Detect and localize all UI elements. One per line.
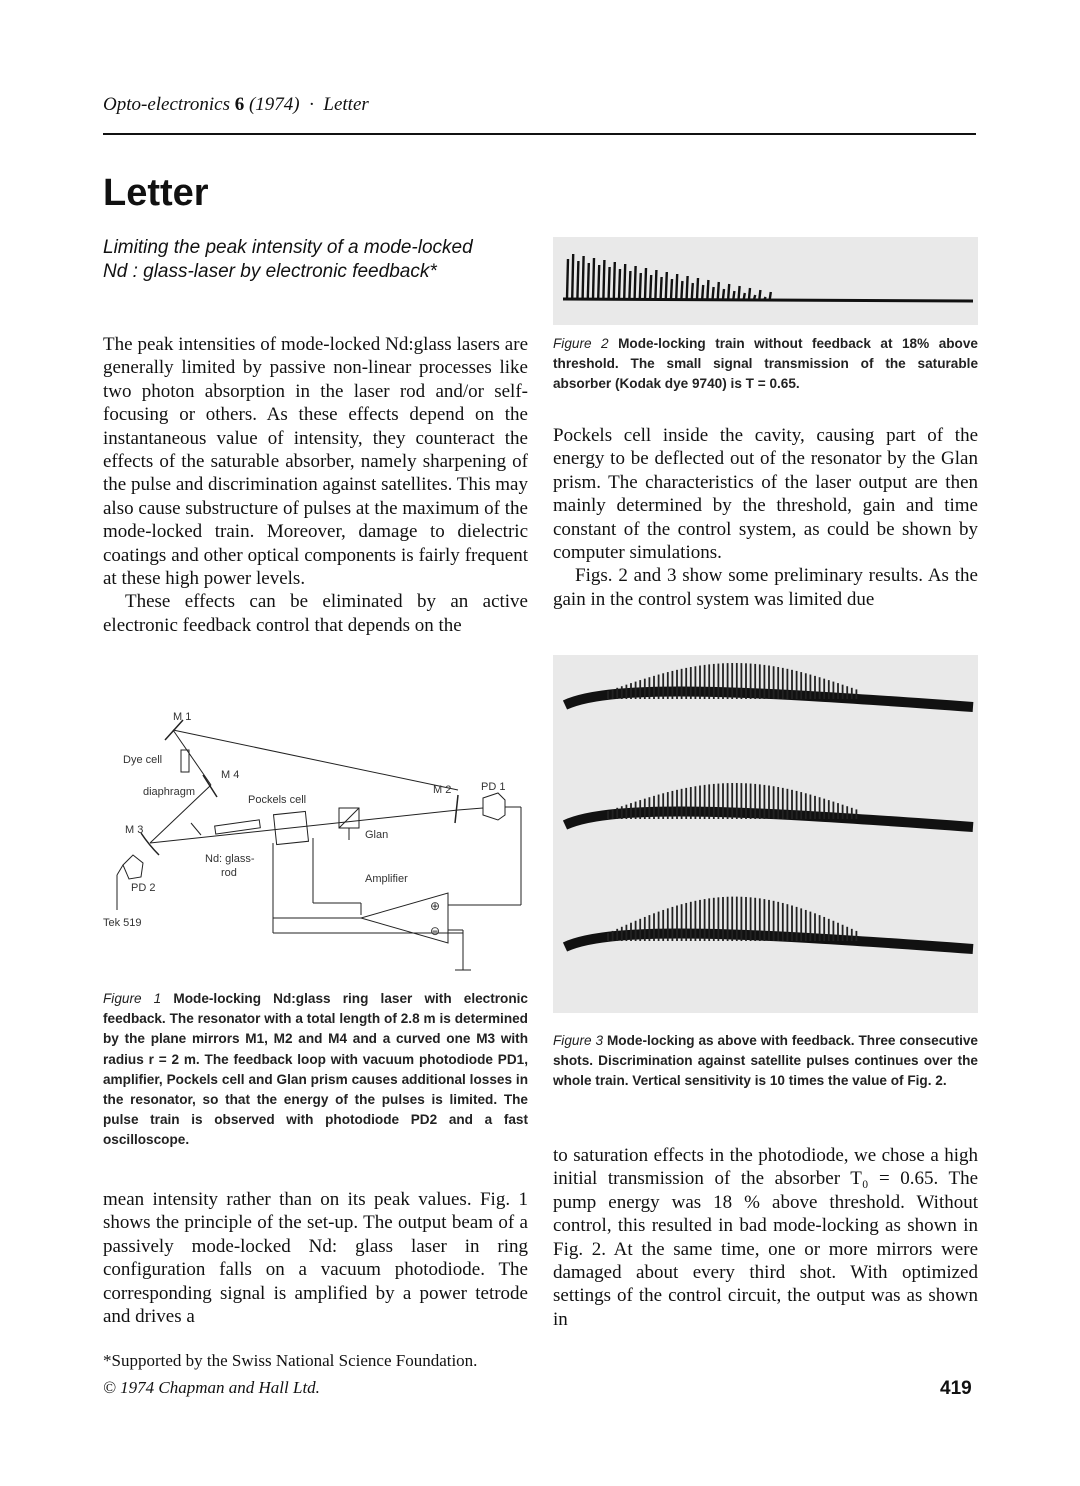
- pulse-mark: [687, 276, 688, 299]
- figure-3-oscillograms: [553, 655, 978, 1013]
- pulse-mark: [583, 256, 584, 299]
- pulse-mark: [707, 280, 708, 299]
- pulse-mark: [572, 254, 573, 299]
- pulse-mark: [609, 267, 610, 299]
- pulse-mark: [603, 260, 604, 299]
- pulse-mark: [567, 259, 568, 299]
- mirror-m2: [455, 795, 458, 823]
- pulse-mark: [692, 283, 693, 299]
- journal-name: Opto-electronics: [103, 94, 230, 115]
- figure-2-label: Figure 2: [553, 336, 609, 351]
- figure-2-caption: [553, 334, 978, 395]
- label-pd2: PD 2: [131, 882, 156, 894]
- pulse-mark: [635, 266, 636, 299]
- pulse-mark: [593, 258, 594, 299]
- label-pockels-cell: Pockels cell: [248, 794, 307, 806]
- pulse-mark: [614, 262, 615, 299]
- pulse-mark: [754, 295, 755, 299]
- footnote: *Supported by the Swiss National Science Foundation.: [103, 1351, 478, 1370]
- copyright: © 1974 Chapman and Hall Ltd.: [103, 1378, 320, 1397]
- pulse-mark: [640, 273, 641, 299]
- pulse-mark: [723, 289, 724, 299]
- mirror-m4: [203, 775, 217, 797]
- pulse-mark: [598, 265, 599, 299]
- diaphragm: [191, 823, 201, 835]
- plus-input-icon: ⊕: [430, 899, 441, 913]
- label-rod-line2: rod: [221, 867, 237, 879]
- label-tek: Tek 519: [103, 917, 142, 929]
- figure-1-caption-text: Mode-locking Nd:glass ring laser with electronic feedback. The resonator with a total length of 2.8 m is determined by the plane mirrors M1, M2 and M4 and a curved one M3 with radius r = 2 m. The feedback loop with vacuum photodiode PD1, amplifier, Pockels cell and Glan prism causes additional losses in the resonator, so that the energy of the pulses is limited. The pulse train is observed with photodiode PD2 and a fast oscilloscope.: [103, 991, 528, 1148]
- body-column-2-top: [553, 424, 978, 611]
- header-separator: ·: [309, 94, 314, 115]
- minus-input-icon: ⊖: [430, 924, 441, 938]
- paragraph: mean intensity rather than on its peak values. Fig. 1 shows the principle of the set-up. The output beam of a passively mode-locked Nd: glass laser in ring configuration falls on a vacuum photodiode. The corresponding signal is amplified by a power tetrode and drives a: [103, 1189, 528, 1328]
- label-diaphragm: diaphragm: [143, 786, 195, 798]
- page-title: Letter: [103, 172, 209, 214]
- pulse-mark: [629, 271, 630, 299]
- beam-to-pd1: [458, 808, 483, 810]
- body-column-1-bottom: [103, 1188, 528, 1328]
- pulse-mark: [645, 268, 646, 299]
- pulse-mark: [739, 286, 740, 299]
- figure-2-caption-text: Mode-locking train without feedback at 18% above threshold. The small signal transmission of the saturable absorber (Kodak dye 9740) is T = 0.65.: [553, 336, 978, 392]
- pd2-lead: [117, 865, 123, 875]
- section-name: Letter: [323, 94, 369, 115]
- beam-m1-m2: [173, 730, 458, 790]
- photo-background: [553, 655, 978, 1013]
- pulse-mark: [749, 288, 750, 299]
- paragraph: Figs. 2 and 3 show some preliminary results. As the gain in the control system was limited due: [553, 565, 978, 610]
- figure-3-caption: [553, 1031, 978, 1092]
- pulse-mark: [733, 291, 734, 299]
- photodiode-pd1: [483, 793, 505, 820]
- pulse-mark: [671, 279, 672, 299]
- beam-m3-m2: [150, 810, 458, 843]
- pulse-mark: [676, 274, 677, 299]
- journal-year: (1974): [248, 94, 300, 115]
- pulse-mark: [661, 277, 662, 299]
- label-m1: M 1: [173, 711, 192, 723]
- paragraph: These effects can be eliminated by an active electronic feedback control that depends on the: [103, 591, 528, 636]
- page-number: 419: [940, 1378, 972, 1399]
- body-column-2-bottom: [553, 1144, 978, 1331]
- paragraph: Pockels cell inside the cavity, causing part of the energy to be deflected out of the resonator by the Glan prism. The characteristics of the laser output are then mainly determined by the threshold, gain and time constant of the control system, as could be shown by computer simulations.: [553, 425, 978, 564]
- mirror-m3: [141, 833, 159, 855]
- pulse-mark: [718, 282, 719, 299]
- glan-diagonal: [339, 808, 359, 828]
- pulse-mark: [650, 275, 651, 299]
- pulse-mark: [681, 281, 682, 299]
- photodiode-pd2: [123, 855, 143, 879]
- label-rod-line1: Nd: glass-: [205, 853, 255, 865]
- pulse-mark: [713, 287, 714, 299]
- figure-1-caption: [103, 989, 528, 1151]
- paragraph: The peak intensities of mode-locked Nd:glass lasers are generally limited by passive non-linear processes like two photon absorption in the laser rod and/or self-focusing or others. As these effects depend on the instantaneous value of intensity, they counteract the effects of the saturable absorber, namely sharpening of the pulse and discrimination against satellites. This may also cause substructure of pulses at the maximum of the mode-locked train. Moreover, damage to dielectric coatings and other optical components is fairly frequent at these high power levels.: [103, 334, 528, 590]
- pulse-mark: [728, 284, 729, 299]
- figure-3-caption-text: Mode-locking as above with feedback. Three consecutive shots. Discrimination against satellite pulses continues over the whole train. Vertical sensitivity is 10 times the value of Fig. 2.: [553, 1033, 978, 1089]
- label-dye-cell: Dye cell: [123, 754, 163, 766]
- pulse-mark: [577, 261, 578, 299]
- pulse-mark: [702, 285, 703, 299]
- pulse-mark: [655, 270, 656, 299]
- pulse-mark: [619, 269, 620, 299]
- running-head: [103, 94, 369, 116]
- figure-2-oscillogram: [553, 237, 978, 325]
- mirror-m1: [165, 720, 183, 740]
- label-glan: Glan: [365, 829, 389, 841]
- dye-cell: [181, 750, 189, 772]
- pulse-mark: [588, 263, 589, 299]
- photo-background: [553, 237, 978, 325]
- figure-1-diagram: [103, 705, 528, 975]
- pulse-mark: [770, 292, 771, 299]
- figure-3-label: Figure 3: [553, 1033, 604, 1048]
- body-column-1-top: [103, 333, 528, 637]
- pulse-mark: [624, 264, 625, 299]
- pulse-mark: [759, 290, 760, 299]
- label-m3: M 3: [125, 824, 144, 836]
- article-title: Limiting the peak intensity of a mode-locked Nd : glass-laser by electronic feedback*: [103, 237, 473, 282]
- paragraph: to saturation effects in the photodiode, we chose a high initial transmission of the absorber T₀ = 0.65. The pump energy was 18 % above threshold. Without control, this resulted in bad mode-locking as shown in Fig. 2. At the same time, one or more mirrors were damaged about every third shot. With optimized settings of the control circuit, the output was as shown in: [553, 1145, 978, 1330]
- label-pd1: PD 1: [481, 781, 506, 793]
- label-m4: M 4: [221, 769, 240, 781]
- pulse-mark: [666, 272, 667, 299]
- journal-volume: 6: [234, 94, 245, 115]
- pulse-mark: [744, 293, 745, 299]
- pulse-mark: [697, 278, 698, 299]
- header-rule: [103, 133, 976, 135]
- label-amplifier: Amplifier: [365, 873, 408, 885]
- label-m2: M 2: [433, 784, 452, 796]
- figure-1-label: Figure 1: [103, 991, 162, 1006]
- beam-m1-m4: [173, 730, 211, 785]
- baseline-trace: [563, 299, 973, 301]
